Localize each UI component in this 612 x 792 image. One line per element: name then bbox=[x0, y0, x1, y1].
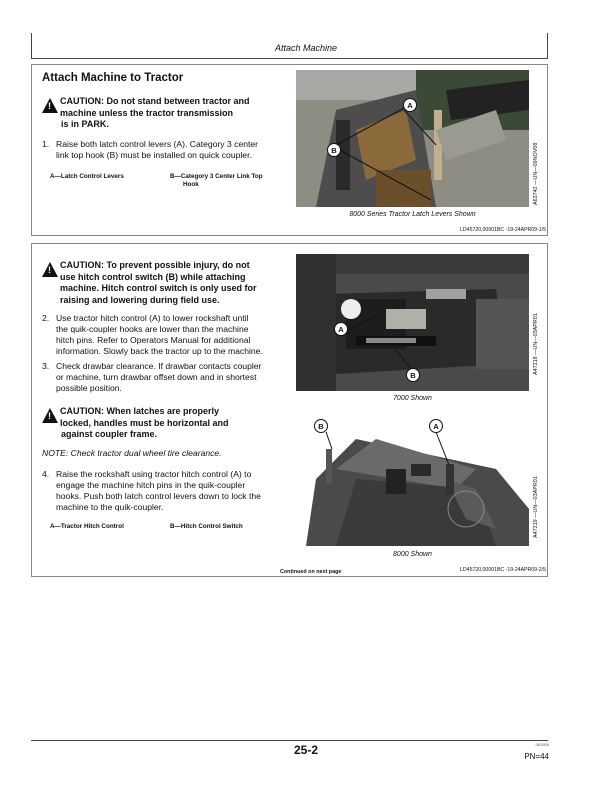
callout-b: B bbox=[406, 368, 420, 382]
caution-text: CAUTION: When latches are properly locked, handles must be horizontal and against coupler frame. bbox=[60, 406, 229, 439]
step-2: 2. Use tractor hitch control (A) to lower rockshaft until the quik-coupler hooks are lower than the machine hitch pins. Refer to Operators Manual for additional information. Slowly back the tractor up to the machine. bbox=[42, 313, 263, 356]
photo-caption: 7000 Shown bbox=[393, 395, 432, 402]
photo-caption: 8000 Series Tractor Latch Levers Shown bbox=[349, 211, 476, 218]
photo-8000-controls bbox=[296, 409, 529, 546]
callout-b: B bbox=[327, 143, 341, 157]
photo-latch-levers-illustration bbox=[296, 70, 529, 207]
pn-label: PN=44 bbox=[524, 752, 549, 761]
reference-code: LD45720,00001BC -19-24APR09-1/5 bbox=[460, 227, 546, 233]
legend-latch-control-levers: A—Latch Control Levers bbox=[50, 173, 124, 180]
warning-icon: ! bbox=[42, 408, 58, 423]
running-header: Attach Machine bbox=[274, 43, 338, 53]
callout-b: B bbox=[314, 419, 328, 433]
photo-latch-levers bbox=[296, 70, 529, 207]
legend-top-hook: B—Category 3 Center Link Top Hook bbox=[170, 173, 263, 188]
image-id: A63742 —UN—09NOV08 bbox=[533, 142, 539, 205]
callout-a: A bbox=[429, 419, 443, 433]
caution-text: CAUTION: Do not stand between tractor and machine unless the tractor transmission is in PARK. bbox=[60, 96, 250, 129]
warning-icon: ! bbox=[42, 262, 58, 277]
callout-a: A bbox=[403, 98, 417, 112]
print-code: 061509 bbox=[535, 742, 549, 747]
continued-note: Continued on next page bbox=[280, 569, 342, 575]
step-4: 4. Raise the rockshaft using tractor hitch control (A) to engage the machine hitch pins in the quik-coupler hooks. Push both latch control levers down to lock the machine to the quik-coupler. bbox=[42, 469, 261, 512]
footer-rule bbox=[31, 740, 548, 741]
note-tire-clearance: NOTE: Check tractor dual wheel tire clearance. bbox=[42, 448, 222, 458]
section-title: Attach Machine to Tractor bbox=[42, 72, 184, 84]
photo-caption: 8000 Shown bbox=[393, 551, 432, 558]
legend-tractor-hitch-control: A—Tractor Hitch Control bbox=[50, 523, 124, 530]
caution-text: CAUTION: To prevent possible injury, do not use hitch control switch (B) while attaching machine. Hitch control switch is only used for raising and lowering during field use. bbox=[60, 260, 257, 305]
photo-8000-illustration bbox=[296, 409, 529, 546]
step-3: 3. Check drawbar clearance. If drawbar contacts coupler or machine, turn drawbar offset down and in shortest possible position. bbox=[42, 361, 262, 393]
image-id: A47219 —UN—03APR01 bbox=[533, 476, 539, 538]
image-id: A47218 —UN—03APR01 bbox=[533, 313, 539, 375]
warning-icon: ! bbox=[42, 98, 58, 113]
step-1: 1. Raise both latch control levers (A). Category 3 center link top hook (B) must be installed on quick coupler. bbox=[42, 139, 259, 160]
header-rule bbox=[31, 58, 548, 59]
photo-7000-controls bbox=[296, 254, 529, 391]
page-number: 25-2 bbox=[293, 743, 319, 757]
reference-code: LD45720,00001BC -19-24APR09-2/5 bbox=[460, 567, 546, 573]
callout-a: A bbox=[334, 322, 348, 336]
legend-hitch-control-switch: B—Hitch Control Switch bbox=[170, 523, 243, 530]
